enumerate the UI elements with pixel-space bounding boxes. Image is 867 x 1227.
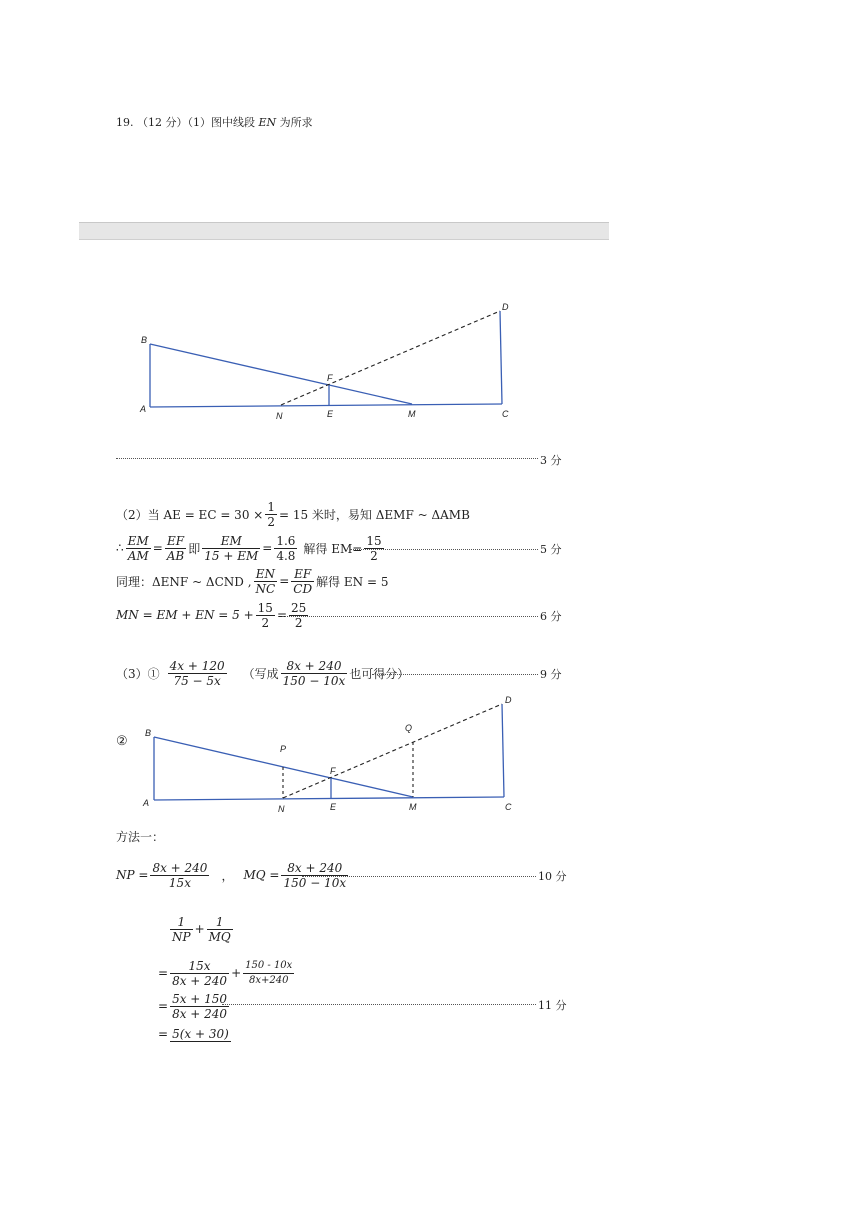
- score-5: 5 分: [540, 543, 562, 556]
- label2-m: M: [409, 802, 417, 812]
- part2-line4-pre: MN = EM + EN = 5 +: [116, 608, 254, 622]
- frac-15b-2: $\frac{15}{2}$: [257, 600, 273, 630]
- mq-pre: MQ =: [243, 868, 280, 882]
- therefore-symbol: ∴: [116, 541, 124, 555]
- frac-16-48: $\frac{1.6}{4.8}$: [276, 533, 296, 563]
- circle-two-label: ②: [116, 734, 128, 749]
- frac-15x: $\frac{15x}{8x + 240}$: [172, 958, 228, 988]
- label-c: C: [502, 409, 509, 419]
- label2-q: Q: [405, 723, 413, 733]
- label-e: E: [327, 409, 334, 419]
- method-line5: = 5(x + 30): [158, 1026, 229, 1041]
- label2-c: C: [505, 802, 512, 812]
- score-9: 9 分: [540, 668, 562, 681]
- score-11: 11 分: [538, 999, 567, 1012]
- frac-150: $\frac{150 - 10x}{8x+240}$: [245, 959, 293, 986]
- label2-d: D: [505, 695, 512, 705]
- method-line4: = $\frac{5x + 150}{8x + 240}$: [158, 991, 228, 1021]
- score-6: 6 分: [540, 610, 562, 623]
- label2-f: F: [330, 766, 336, 776]
- label2-a: A: [143, 798, 150, 808]
- method-line2: $\frac{1}{NP}$ + $\frac{1}{MQ}$: [172, 914, 231, 944]
- score-10: 10 分: [538, 870, 567, 883]
- label2-n: N: [278, 804, 285, 814]
- frac-1-mq: $\frac{1}{MQ}$: [208, 914, 231, 944]
- label-n: N: [276, 411, 283, 421]
- label-b: B: [141, 335, 148, 345]
- label-a: A: [140, 404, 147, 414]
- frac-ef-ab: $\frac{EF}{AB}$: [166, 533, 185, 563]
- dots-10: [302, 876, 536, 877]
- part2-line3-post: 解得 EN = 5: [316, 574, 389, 589]
- problem-header-var: EN: [258, 116, 277, 129]
- method-line3: = $\frac{15x}{8x + 240}$ + $\frac{150 - 10x}{8x+240}$: [158, 958, 293, 988]
- problem-header-text: 19. （12 分）（1）图中线段: [116, 116, 255, 129]
- frac-half: $\frac{1}{2}$: [267, 499, 275, 529]
- part2-line3: 同理：ΔENF ~ ΔCND , $\frac{EN}{NC}$ = $\frac{EF}{CD}$ 解得 EN = 5: [116, 566, 389, 596]
- seg2-ac: [154, 797, 504, 800]
- frac-answer: $\frac{4x + 120}{75 - 5x}$: [169, 658, 225, 688]
- comma: ，: [221, 868, 234, 883]
- part3-alt-pre: （写成: [242, 666, 279, 681]
- seg2-cd: [502, 704, 504, 797]
- method-title: 方法一：: [116, 830, 165, 844]
- ji-text: 即: [188, 541, 201, 556]
- part2-line1-pre: （2）当 AE = EC = 30 ×: [116, 507, 264, 522]
- frac-mq: $\frac{8x + 240}{150 - 10x}$: [283, 860, 347, 890]
- frac-25-2: $\frac{25}{2}$: [291, 600, 307, 630]
- label-d: D: [502, 302, 509, 312]
- part3-alt-post: 也可得分）: [349, 666, 410, 681]
- part2-line2: ∴ $\frac{EM}{AM}$ = $\frac{EF}{AB}$ 即 $\frac{EM}{15 + EM}$ = $\frac{1.6}{4.8}$ 解得 EM= $\frac{15}{2}$: [116, 533, 382, 563]
- frac-en-nc: $\frac{EN}{NC}$: [255, 566, 276, 596]
- frac-15-2: $\frac{15}{2}$: [366, 533, 382, 563]
- score-3: 3 分: [540, 454, 562, 467]
- frac-em-am: $\frac{EM}{AM}$: [127, 533, 149, 563]
- label-m: M: [408, 409, 416, 419]
- part2-line4: MN = EM + EN = 5 + $\frac{15}{2}$ = $\frac{25}{2}$: [116, 600, 307, 630]
- label2-b: B: [145, 728, 152, 738]
- part3-label: （3）①: [116, 666, 160, 681]
- frac-5x30-num: 5(x + 30): [172, 1026, 229, 1041]
- part2-line1-post: = 15 米时，易知 ΔEMF ~ ΔAMB: [278, 507, 470, 522]
- dots-11: [222, 1004, 536, 1005]
- label-f: F: [327, 373, 333, 383]
- frac-np: $\frac{8x + 240}{15x}$: [152, 860, 208, 890]
- seg2-nd: [283, 704, 502, 798]
- frac-1-np: $\frac{1}{NP}$: [172, 914, 191, 944]
- label2-e: E: [330, 802, 337, 812]
- part2-line3-pre: 同理：ΔENF ~ ΔCND ,: [116, 574, 252, 589]
- frac-alt: $\frac{8x + 240}{150 - 10x}$: [282, 658, 346, 688]
- frac-5x150: $\frac{5x + 150}{8x + 240}$: [172, 991, 228, 1021]
- method-line1: [116, 857, 350, 893]
- label2-p: P: [280, 744, 287, 754]
- frac-ef-cd: $\frac{EF}{CD}$: [293, 566, 313, 596]
- frac-em-15em: $\frac{EM}{15 + EM}$: [204, 533, 259, 563]
- np-pre: NP =: [116, 868, 149, 882]
- solve-em-text: 解得 EM=: [303, 541, 363, 556]
- problem-header-tail: 为所求: [279, 116, 313, 129]
